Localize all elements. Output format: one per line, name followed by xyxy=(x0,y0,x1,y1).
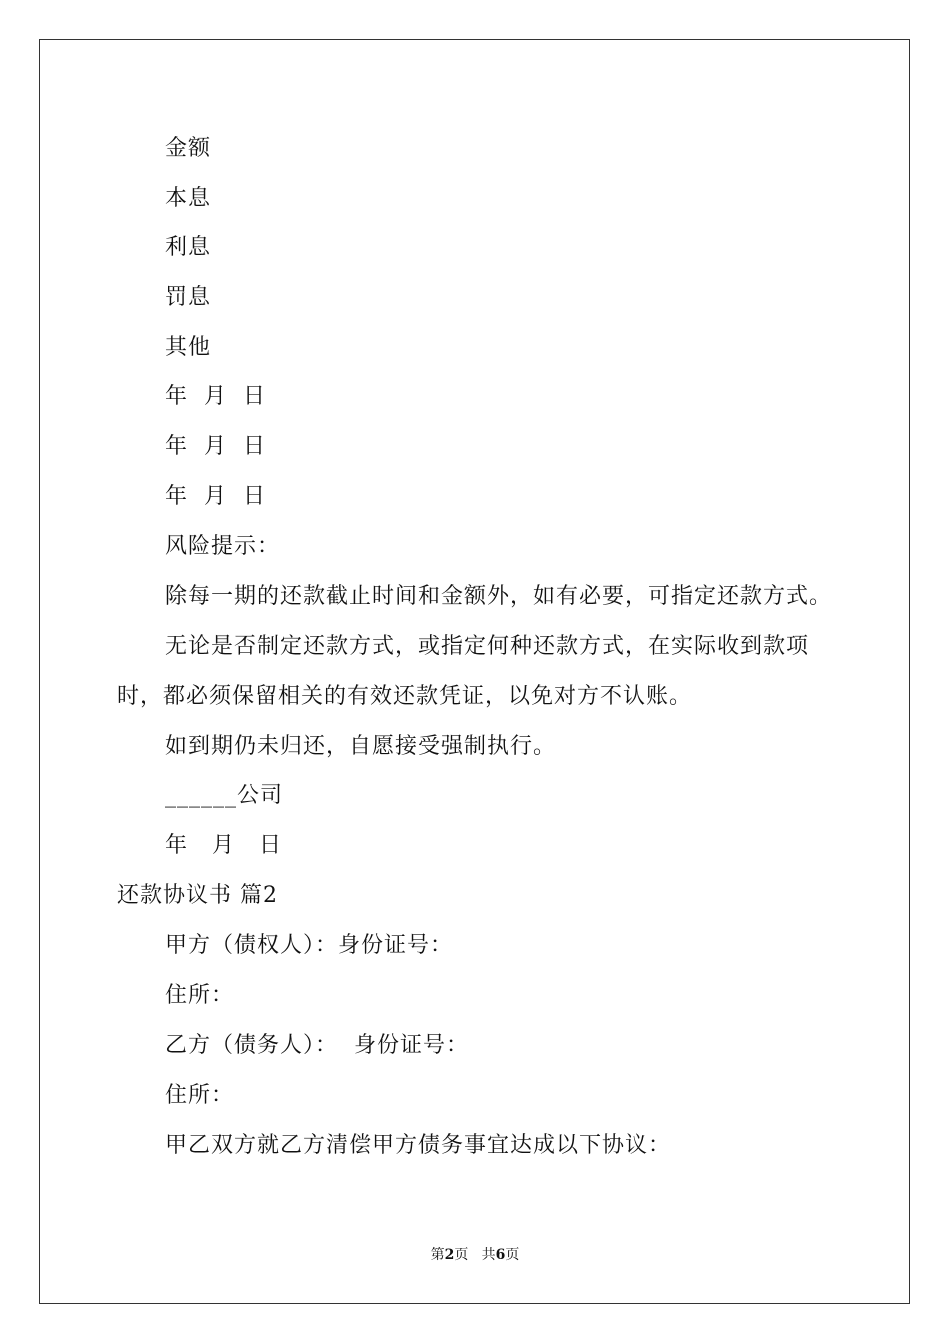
text-line-date: 年 月 日 xyxy=(165,384,266,409)
footer-total-pages: 6 xyxy=(495,1247,506,1263)
text-line-penalty-interest: 罚息 xyxy=(165,285,212,310)
text-line-interest: 利息 xyxy=(165,235,212,260)
text-line-paragraph: 如到期仍未归还，自愿接受强制执行。 xyxy=(165,734,557,759)
text-line-party-a: 甲方（债权人）：身份证号： xyxy=(165,933,454,958)
footer-page-number: 2 xyxy=(444,1247,455,1263)
text-line-principal-interest: 本息 xyxy=(165,186,212,211)
footer-prefix: 第 xyxy=(430,1247,445,1263)
text-line-address: 住所： xyxy=(165,1083,235,1108)
page-footer xyxy=(0,1245,950,1265)
text-line-date: 年 月 日 xyxy=(165,833,282,858)
text-line-agreement-intro: 甲乙双方就乙方清偿甲方债务事宜达成以下协议： xyxy=(165,1133,672,1158)
text-line-address: 住所： xyxy=(165,983,235,1008)
text-line-paragraph: 时，都必须保留相关的有效还款凭证，以免对方不认账。 xyxy=(117,684,693,709)
text-line-date: 年 月 日 xyxy=(165,484,266,509)
text-line-paragraph: 无论是否制定还款方式，或指定何种还款方式，在实际收到款项 xyxy=(165,634,810,659)
text-line-amount: 金额 xyxy=(165,136,212,161)
text-line-date: 年 月 日 xyxy=(165,434,266,459)
footer-mid: 页 共 xyxy=(454,1247,496,1263)
text-line-risk-heading: 风险提示： xyxy=(165,534,281,559)
section-title: 还款协议书 篇2 xyxy=(117,883,278,908)
text-line-company: ______公司 xyxy=(165,783,284,808)
text-line-paragraph: 除每一期的还款截止时间和金额外，如有必要，可指定还款方式。 xyxy=(165,584,833,609)
footer-suffix: 页 xyxy=(505,1247,520,1263)
text-line-party-b: 乙方（债务人）： 身份证号： xyxy=(165,1033,469,1058)
page-border xyxy=(39,39,910,1304)
text-line-other: 其他 xyxy=(165,335,212,360)
